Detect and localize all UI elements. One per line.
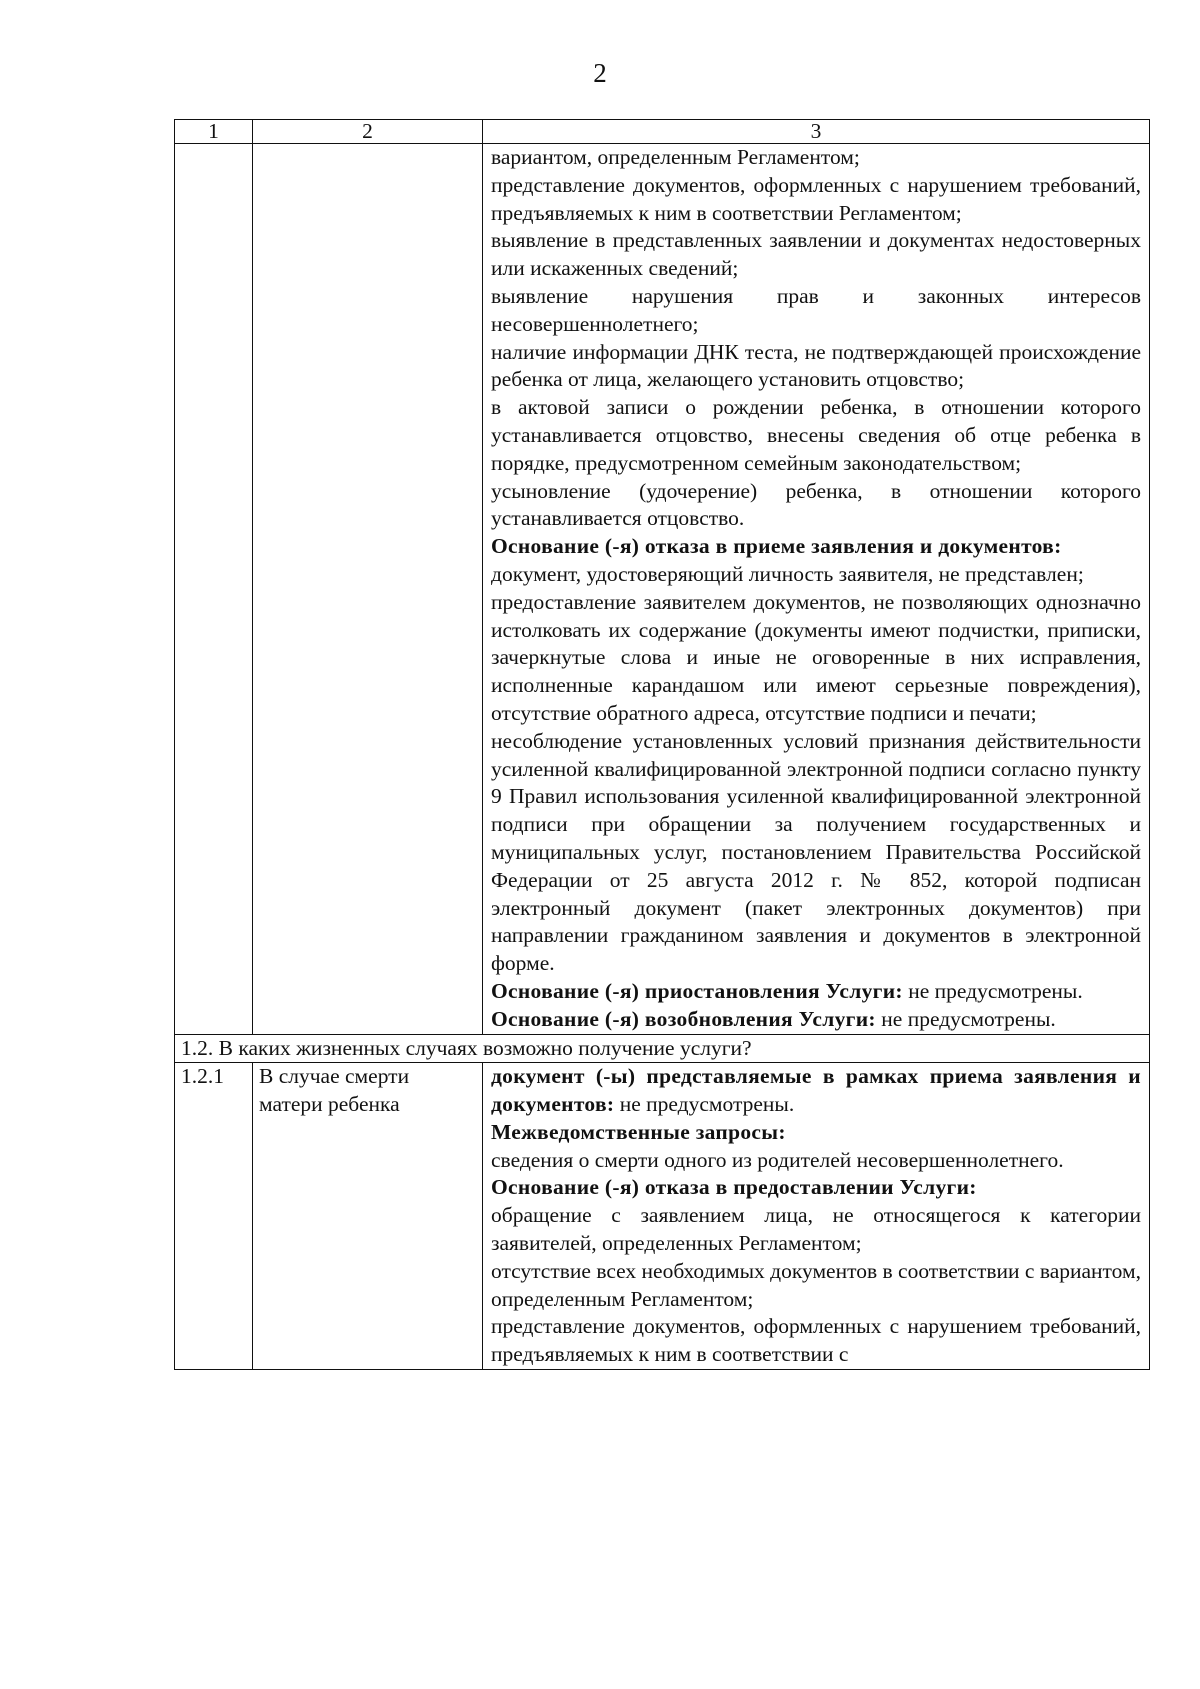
- paragraph: [491, 1174, 1141, 1202]
- page-number: 2: [593, 58, 607, 88]
- paragraph-text: выявление нарушения прав и законных интересов несовершеннолетнего;: [491, 283, 1141, 336]
- paragraph-text: вариантом, определенным Регламентом;: [491, 145, 860, 169]
- paragraph: [491, 1147, 1141, 1175]
- paragraph: [491, 728, 1141, 978]
- row2-number-cell: 1.2.1: [175, 1063, 253, 1370]
- paragraph-text: наличие информации ДНК теста, не подтверждающей происхождение ребенка от лица, желающего установить отцовство;: [491, 339, 1141, 392]
- table-row: [175, 1063, 1150, 1370]
- paragraph-text: усыновление (удочерение) ребенка, в отношении которого устанавливается отцовство.: [491, 478, 1141, 531]
- paragraph-heading: Основание (-я) отказа в предоставлении Услуги:: [491, 1175, 977, 1200]
- paragraph: [491, 283, 1141, 339]
- paragraph-heading: Основание (-я) возобновления Услуги:: [491, 1006, 876, 1031]
- paragraph: [491, 1006, 1141, 1034]
- paragraph-text: отсутствие всех необходимых документов в соответствии с вариантом, определенным Регламентом;: [491, 1258, 1141, 1311]
- paragraph: [491, 1063, 1141, 1119]
- paragraph-text: представление документов, оформленных с нарушением требований, предъявляемых к ним в соответствии Регламентом;: [491, 172, 1141, 225]
- paragraph-text: сведения о смерти одного из родителей несовершеннолетнего.: [491, 1147, 1064, 1172]
- paragraph-text: выявление в представленных заявлении и документах недостоверных или искаженных сведений;: [491, 228, 1141, 281]
- paragraph: [491, 339, 1141, 395]
- paragraph-text: в актовой записи о рождении ребенка, в отношении которого устанавливается отцовство, внесены сведения об отце ребенка в порядке, предусмотренном семейным законодательством;: [491, 395, 1141, 475]
- paragraph: [491, 1119, 1141, 1147]
- paragraph-text: не предусмотрены.: [614, 1092, 795, 1117]
- paragraph: [491, 227, 1141, 283]
- header-col-1: 1: [175, 120, 253, 144]
- paragraph-heading: Основание (-я) отказа в приеме заявления и документов:: [491, 534, 1062, 559]
- paragraph-heading: документ (-ы) представляемые в рамках приема заявления и документов:: [491, 1064, 1141, 1117]
- header-col-3: 3: [483, 120, 1150, 144]
- paragraph-text: документ, удостоверяющий личность заявителя, не представлен;: [491, 561, 1084, 586]
- paragraph-heading: Основание (-я) приостановления Услуги:: [491, 978, 903, 1003]
- paragraph: [491, 144, 1141, 172]
- paragraph: [491, 561, 1141, 589]
- paragraph: [491, 533, 1141, 561]
- paragraph-text: обращение с заявлением лица, не относящегося к категории заявителей, определенных Регламентом;: [491, 1203, 1141, 1256]
- paragraph: [491, 1258, 1141, 1314]
- paragraph-text: предоставление заявителем документов, не позволяющих однозначно истолковать их содержание (документы имеют подчистки, приписки, зачеркнутые слова и иные не оговоренные в них исправления, исполненные карандашом или имеют серьезные повреждения), отсутствие обратного адреса, отсутствие подписи и печати;: [491, 589, 1141, 725]
- section-row: [175, 1034, 1150, 1063]
- paragraph: [491, 1313, 1141, 1369]
- table-header-row: [175, 120, 1150, 144]
- row2-case-cell: В случае смерти матери ребенка: [253, 1063, 483, 1370]
- paragraph-text: несоблюдение установленных условий признания действительности усиленной квалифицированной электронной подписи согласно пункту 9 Правил использования усиленной квалифицированной электронной подписи при обращении за получением государственных и муниципальных услуг, постановлением Правительства Российской Федерации от 25 августа 2012 г. № 852, которой подписан электронный документ (пакет электронных документов) при направлении гражданином заявления и документов в электронной форме.: [491, 728, 1141, 976]
- paragraph: [491, 589, 1141, 728]
- paragraph: [491, 394, 1141, 477]
- regulation-table: [174, 119, 1150, 1370]
- row1-case-cell: [253, 144, 483, 1035]
- paragraph: [491, 172, 1141, 228]
- paragraph-text: не предусмотрены.: [875, 1006, 1056, 1031]
- table-row: [175, 144, 1150, 1035]
- paragraph: [491, 978, 1141, 1006]
- paragraph-heading: Межведомственные запросы:: [491, 1119, 786, 1144]
- paragraph-text: не предусмотрены.: [902, 978, 1083, 1003]
- row1-content-cell: [483, 144, 1150, 1035]
- paragraph-text: представление документов, оформленных с нарушением требований, предъявляемых к ним в соответствии с: [491, 1314, 1141, 1367]
- row1-number-cell: [175, 144, 253, 1035]
- row2-content-cell: [483, 1063, 1150, 1370]
- paragraph: [491, 478, 1141, 534]
- paragraph: [491, 1202, 1141, 1258]
- header-col-2: 2: [253, 120, 483, 144]
- section-title: 1.2. В каких жизненных случаях возможно получение услуги?: [175, 1034, 1150, 1063]
